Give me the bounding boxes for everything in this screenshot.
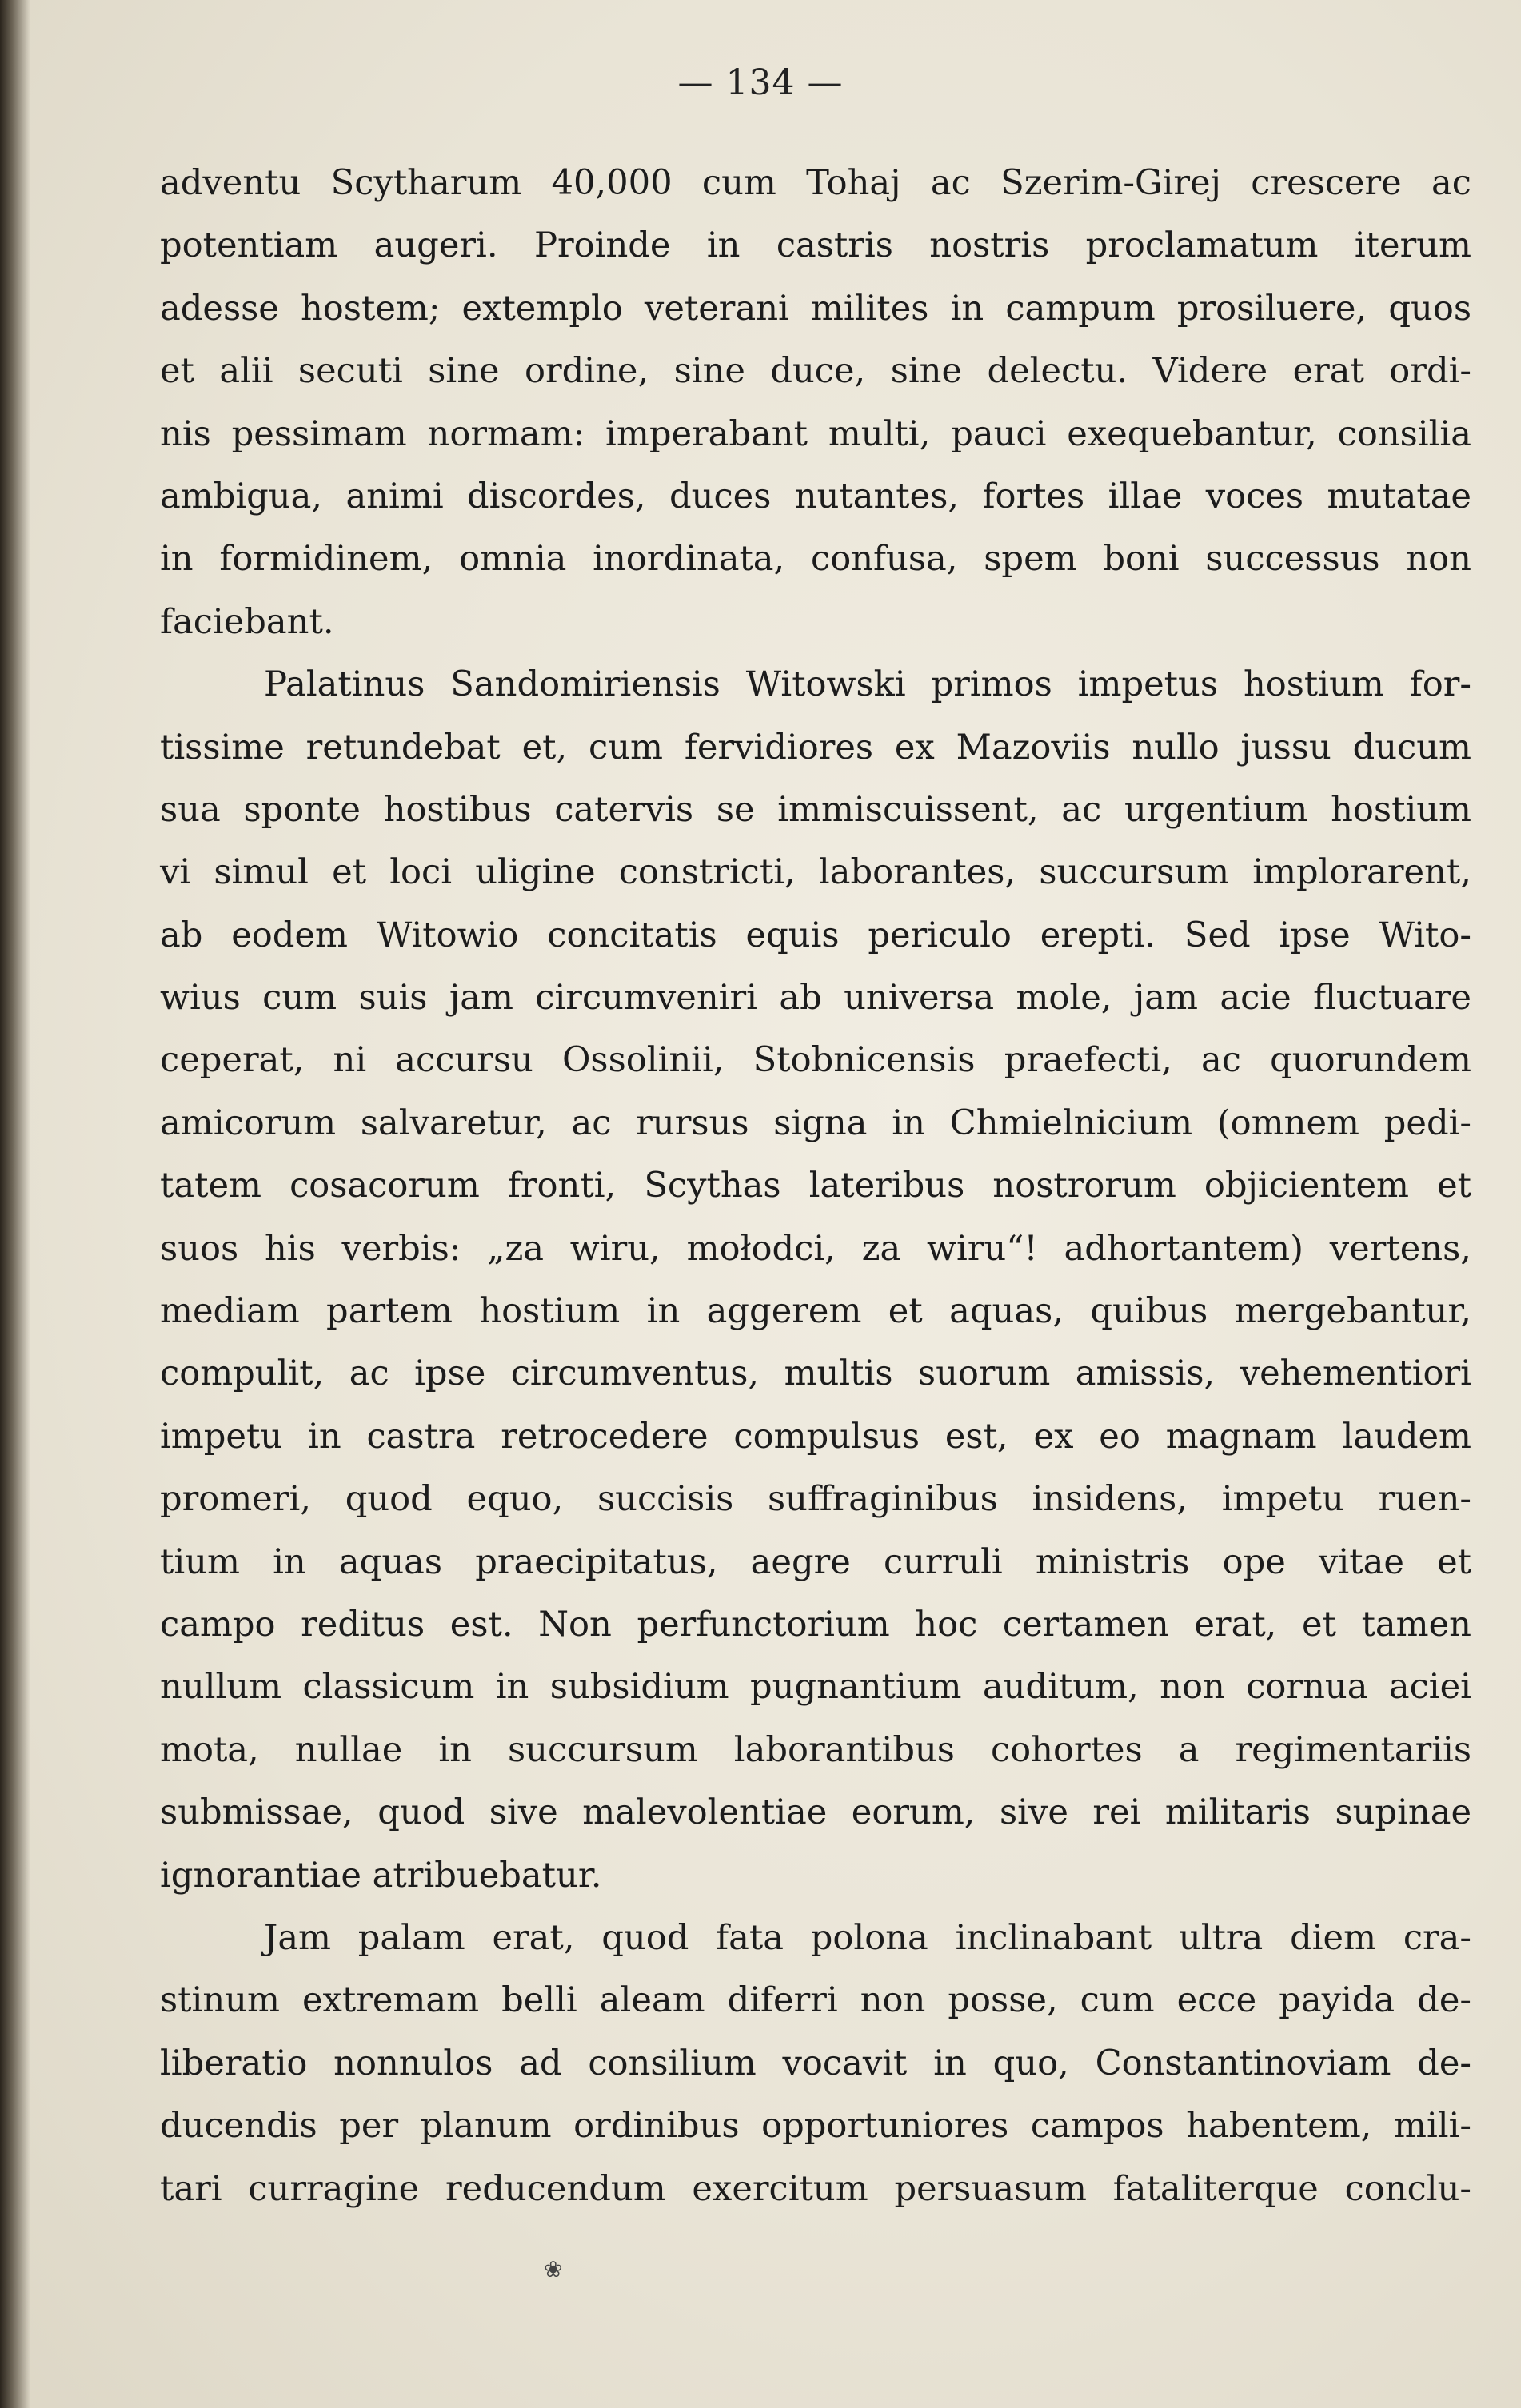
text-line: ceperat, ni accursu Ossolinii, Stobnicensis praefecti, ac quorundem (160, 1040, 1471, 1081)
text-line: faciebant. (160, 601, 334, 642)
text-line: adesse hostem; extemplo veterani milites in campum prosiluere, quos (160, 288, 1471, 329)
text-line: promeri, quod equo, succisis suffraginibus insidens, impetu ruen- (160, 1479, 1471, 1520)
text-line: compulit, ac ipse circumventus, multis suorum amissis, vehementiori (160, 1354, 1471, 1394)
text-line: amicorum salvaretur, ac rursus signa in Chmielnicium (omnem pedi- (160, 1102, 1471, 1143)
body-text (160, 152, 1471, 2220)
text-line: ignorantiae atribuebatur. (160, 1855, 602, 1896)
text-line: ab eodem Witowio concitatis equis periculo erepti. Sed ipse Wito- (160, 915, 1471, 955)
printer-ornament: ❀ (544, 2256, 563, 2282)
page-number: — 134 — (677, 62, 844, 103)
text-line: impetu in castra retrocedere compulsus est, ex eo magnam laudem (160, 1416, 1471, 1457)
text-line: tari curragine reducendum exercitum persuasum fataliterque conclu- (160, 2168, 1471, 2209)
text-line: vi simul et loci uligine constricti, laborantes, succursum implorarent, (160, 852, 1471, 893)
text-line: adventu Scytharum 40,000 cum Tohaj ac Szerim-Girej crescere ac (160, 163, 1471, 203)
text-line: et alii secuti sine ordine, sine duce, sine delectu. Videre erat ordi- (160, 351, 1471, 392)
text-line: sua sponte hostibus catervis se immiscuissent, ac urgentium hostium (160, 789, 1471, 830)
text-line: nullum classicum in subsidium pugnantium auditum, non cornua aciei (160, 1667, 1471, 1708)
text-line: in formidinem, omnia inordinata, confusa, spem boni successus non (160, 539, 1471, 580)
text-line: Palatinus Sandomiriensis Witowski primos impetus hostium for- (264, 664, 1471, 705)
text-line: submissae, quod sive malevolentiae eorum, sive rei militaris supinae (160, 1792, 1471, 1833)
text-line: tium in aquas praecipitatus, aegre curruli ministris ope vitae et (160, 1541, 1471, 1582)
text-line: mediam partem hostium in aggerem et aquas, quibus mergebantur, (160, 1291, 1471, 1332)
text-line: wius cum suis jam circumveniri ab universa mole, jam acie fluctuare (160, 978, 1471, 1019)
text-line: liberatio nonnulos ad consilium vocavit in quo, Constantinoviam de- (160, 2043, 1471, 2083)
text-line: tatem cosacorum fronti, Scythas lateribus nostrorum objicientem et (160, 1166, 1471, 1206)
text-line: nis pessimam normam: imperabant multi, pauci exequebantur, consilia (160, 413, 1471, 454)
text-line: campo reditus est. Non perfunctorium hoc certamen erat, et tamen (160, 1604, 1471, 1645)
text-line: potentiam augeri. Proinde in castris nostris proclamatum iterum (160, 225, 1471, 266)
text-line: ducendis per planum ordinibus opportuniores campos habentem, mili- (160, 2106, 1471, 2147)
text-line: stinum extremam belli aleam diferri non posse, cum ecce payida de- (160, 1980, 1471, 2021)
text-line: mota, nullae in succursum laborantibus cohortes a regimentariis (160, 1729, 1471, 1770)
text-line: Jam palam erat, quod fata polona inclinabant ultra diem cra- (264, 1917, 1471, 1958)
text-line: ambigua, animi discordes, duces nutantes, fortes illae voces mutatae (160, 476, 1471, 516)
text-line: tissime retundebat et, cum fervidiores ex Mazoviis nullo jussu ducum (160, 727, 1471, 767)
text-line: suos his verbis: „za wiru, mołodci, za wiru“! adhortantem) vertens, (160, 1228, 1471, 1269)
page-gutter-shadow (0, 0, 30, 2408)
